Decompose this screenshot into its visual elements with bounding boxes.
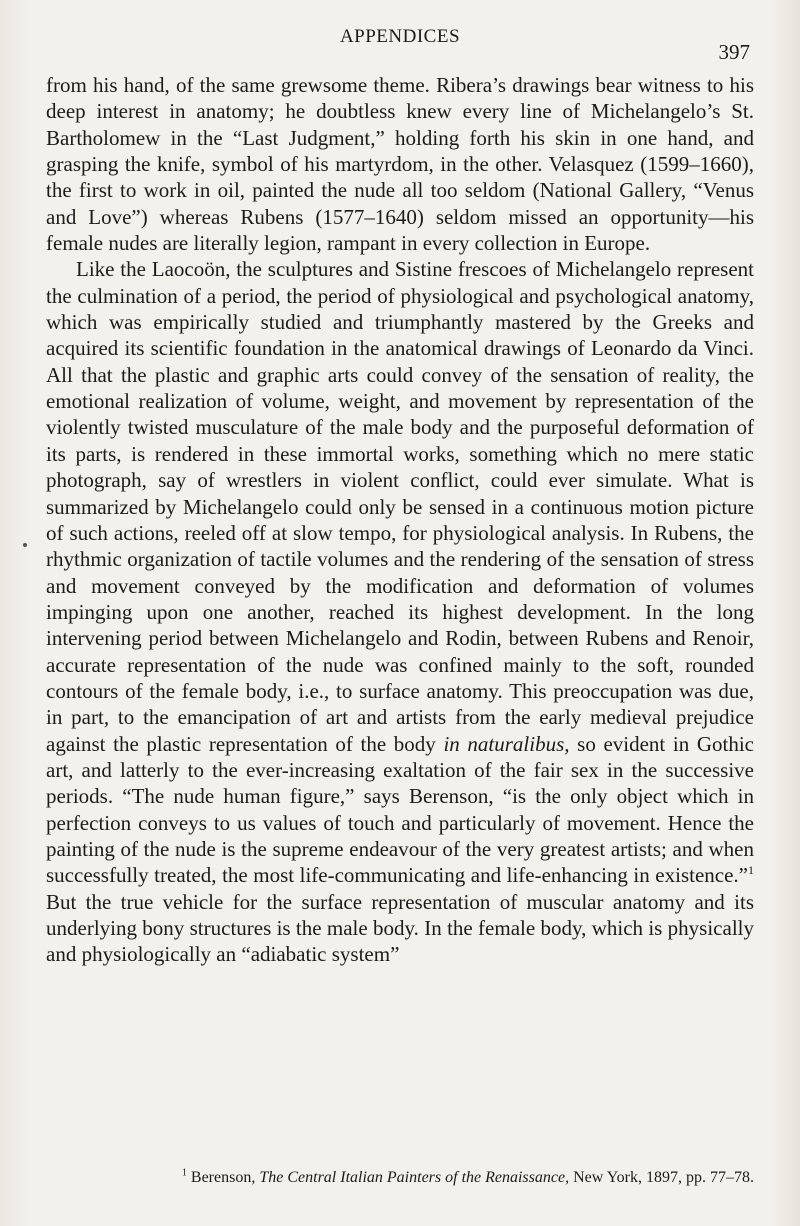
body-text (46, 72, 754, 968)
paragraph-2-part-b: so evident in Gothic art, and latterly to the ever-increasing exaltation of the fair sex in the successive periods. “The nude human figure,” says Berenson, “is the only object which in perfection conveys to us values of touch and particularly of movement. Hence the painting of the nude is the supreme endeavour of the very greatest artists; and when successfully treated, the most life-communicating and life-enhancing in existence.” (46, 731, 755, 888)
page-number: 397 (718, 40, 750, 64)
footnote (46, 1168, 754, 1188)
paragraph-2 (46, 256, 754, 967)
paragraph-1: from his hand, of the same grewsome theme. Ribera’s drawings bear witness to his deep interest in anatomy; he doubtless knew every line of Michelangelo’s St. Bartholomew in the “Last Judgment,” holding forth his skin in one hand, and grasping the knife, symbol of his martyrdom, in the other. Velasquez (1599–1660), the first to work in oil, painted the nude all too seldom (National Gallery, “Venus and Love”) whereas Rubens (1577–1640) seldom missed an opportunity—his female nudes are literally legion, rampant in every collection in Europe. (46, 73, 754, 256)
paragraph-2-part-a: Like the Laocoön, the sculptures and Sistine frescoes of Michelangelo represent the culmination of a period, the period of physiological and psychological anatomy, which was empirically studied and triumphantly mastered by the Greeks and acquired its scientific foundation in the anatomical drawings of Leonardo da Vinci. All that the plastic and graphic arts could convey of the sensation of reality, the emotional realization of volume, weight, and movement by representation of the violently twisted musculature of the male body and the purposeful deformation of its parts, is rendered in these immortal works, something which no mere static photograph, say of wrestlers in violent conflict, could ever simulate. What is summarized by Michelangelo could only be sensed in a continuous motion picture of such actions, reeled off at slow tempo, for physiological analysis. In Rubens, the rhythmic organization of tactile volumes and the rendering of the sensation of stress and movement conveyed by the modification and deformation of volumes impinging upon one another, reached its highest development. In the long intervening period between Michelangelo and Rodin, between Rubens and Renoir, accurate representation of the nude was confined mainly to the soft, rounded contours of the female body, i.e., to surface anatomy. This preoccupation was due, in part, to the emancipation of art and artists from the early medieval prejudice against the plastic representation of the body (46, 257, 754, 756)
footnote-title: The Central Italian Painters of the Renaissance, (259, 1169, 570, 1186)
paragraph-2-part-c: But the true vehicle for the surface representation of muscular anatomy and its underlying bony structures is the male body. In the female body, which is physically and physiologically an “adiabatic system” (46, 889, 754, 967)
footnote-publication: New York, 1897, pp. 77–78. (573, 1169, 754, 1186)
footnote-reference: 1 (748, 863, 754, 878)
running-head: APPENDICES (339, 26, 461, 47)
footnote-mark: 1 (181, 1167, 187, 1179)
footnote-author: Berenson, (190, 1169, 256, 1186)
stray-ink-mark (23, 543, 27, 547)
italic-phrase: in naturalibus, (443, 731, 570, 756)
